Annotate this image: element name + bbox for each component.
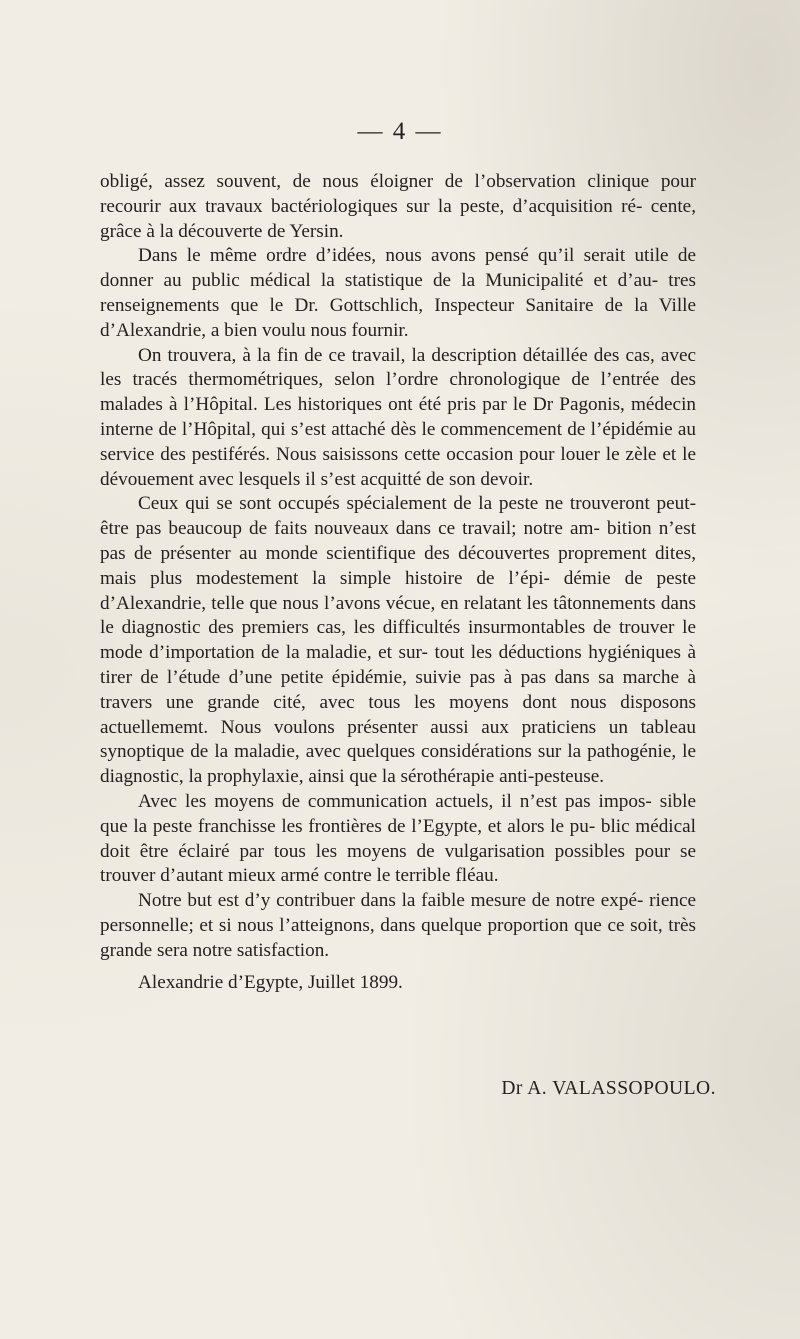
dateline: Alexandrie d’Egypte, Juillet 1899. bbox=[138, 971, 403, 993]
signature bbox=[0, 1078, 716, 1100]
paragraph-3: On trouvera, à la fin de ce travail, la description détaillée des cas, avec les tracés thermométriques, selon l’ordre chronologique de l’entrée des malades à l’Hôpital. Les historiques ont été pris par le Dr Pagonis, médecin interne de l’Hôpital, qui s’est attaché dès le commencement de l’épidémie au service des pestiférés. Nous saisissons cette occasion pour louer le zèle et le dévouement avec lesquels il s’est acquitté de son devoir. bbox=[100, 344, 696, 490]
paragraph-2: Dans le même ordre d’idées, nous avons pensé qu’il serait utile de donner au public médical la statistique de la Municipalité et d’au- tres renseignements que le Dr. Gottschlich, Inspecteur Sanitaire de la Ville d’Alexandrie, a bien voulu nous fournir. bbox=[100, 245, 696, 341]
paragraph-1: obligé, assez souvent, de nous éloigner de l’observation clinique pour recourir aux travaux bactériologiques sur la peste, d’acquisition ré- cente, grâce à la découverte de Yersin. bbox=[100, 171, 696, 242]
paragraph-5: Avec les moyens de communication actuels, il n’est pas impos- sible que la peste franchisse les frontières de l’Egypte, et alors le pu- blic médical doit être éclairé par tous les moyens de vulgarisation possibles pour se trouver d’autant mieux armé contre le terrible fléau. bbox=[100, 790, 696, 887]
signature-title: Dr bbox=[501, 1078, 523, 1099]
paragraph-6: Notre but est d’y contribuer dans la faible mesure de notre expé- rience personnelle; et si nous l’atteignons, dans quelque proportion que ce soit, très grande sera notre satisfaction. bbox=[100, 890, 696, 961]
signature-name: A. VALASSOPOULO. bbox=[527, 1078, 716, 1099]
page-number: — 4 — bbox=[357, 118, 443, 145]
paragraph-4: Ceux qui se sont occupés spécialement de la peste ne trouveront peut-être pas beaucoup de faits nouveaux dans ce travail; notre am- bition n’est pas de présenter au monde scientifique des découvertes proprement dites, mais plus modestement la simple histoire de l’épi- démie de peste d’Alexandrie, telle que nous l’avons vécue, en relatant les tâtonnements dans le diagnostic des premiers cas, les difficultés insurmontables de trouver le mode d’importation de la maladie, et sur- tout les déductions hygiéniques à tirer de l’étude d’une petite épidémie, suivie pas à pas dans sa marche à travers une grande cité, avec tous les moyens dont nous disposons actuellememt. Nous voulons présenter aussi aux praticiens un tableau synoptique de la maladie, avec quelques considérations sur la pathogénie, le diagnostic, la prophylaxie, ainsi que la sérothérapie anti-pesteuse. bbox=[100, 493, 696, 788]
body-text bbox=[100, 170, 696, 995]
